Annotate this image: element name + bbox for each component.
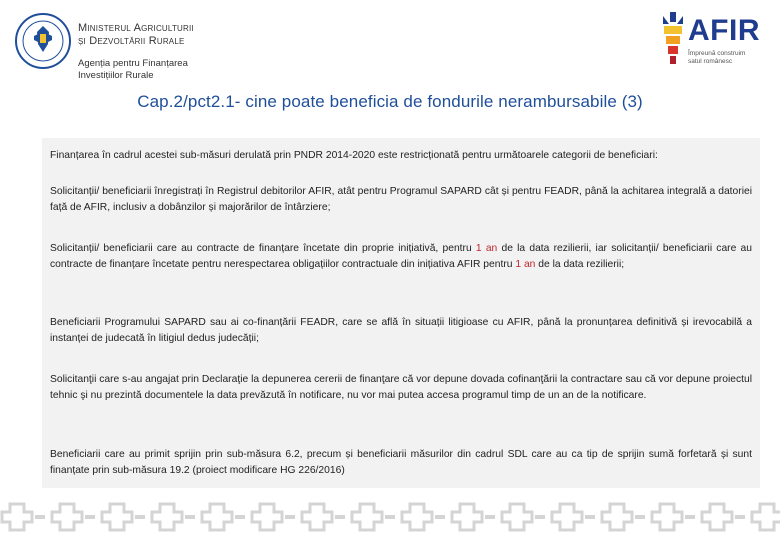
afir-tagline-line-2: satul românesc xyxy=(688,58,733,65)
government-seal-logo xyxy=(14,12,72,70)
highlight-one-year: 1 an xyxy=(475,243,498,254)
afir-wordmark: AFIR xyxy=(688,14,760,47)
paragraph-text: de la data rezilierii, iar solicitanții/ beneficiarii care au contracte de finanțare încetate pentru nerespectarea obligațiilor contractuale din inițiativa AFIR pentru xyxy=(50,243,752,270)
paragraph-intro: Finanțarea în cadrul acestei sub-măsuri derulată prin PNDR 2014-2020 este restricționată pentru următoarele categorii de beneficiari: xyxy=(50,150,658,161)
paragraph-terminated-contracts xyxy=(50,241,752,273)
decorative-footer-pattern xyxy=(0,494,780,540)
ministry-line-1: Ministerul Agriculturii xyxy=(78,22,194,34)
paragraph-litigation: Beneficiarii Programului SAPARD sau ai co-finanțării FEADR, care se află în situații litigioase cu AFIR, până la pronunțarea definitivă și irevocabilă a instanței de judecată în litigiul dedus judecății; xyxy=(50,317,752,344)
paragraph-debtors-register: Solicitanții/ beneficiarii înregistrați în Registrul debitorilor AFIR, atât pentru Programul SAPARD cât și pentru FEADR, până la achitarea integrală a datoriei față de AFIR, inclusiv a dobânzilor și majorărilor de întârziere; xyxy=(50,186,752,213)
slide-header xyxy=(0,0,780,90)
ministry-name xyxy=(78,22,194,48)
agency-name xyxy=(78,58,188,82)
agency-line-1: Agenția pentru Finanțarea xyxy=(78,58,188,69)
agency-line-2: Investițiilor Rurale xyxy=(78,70,154,81)
slide-title: Cap.2/pct2.1- cine poate beneficia de fondurile nerambursabile (3) xyxy=(137,92,643,111)
paragraph-text: Solicitanții/ beneficiarii care au contracte de finanțare încetate din proprie inițiativă, pentru xyxy=(50,243,476,254)
afir-logo xyxy=(660,10,760,72)
afir-tagline xyxy=(688,50,760,66)
highlight-one-year: 1 an xyxy=(515,259,536,270)
paragraph-text: de la data rezilierii; xyxy=(535,259,625,270)
afir-tagline-line-1: Împreună construim xyxy=(688,50,746,57)
paragraph-cofinancing-declaration: Solicitanţii care s-au angajat prin Declaraţie la depunerea cererii de finanţare că vor depune dovada cofinanţării la contractare sau că vor depune proiectul tehnic şi nu prezintă documentele la data prevăzută în notificare, nu vor mai putea accesa programul timp de un an de la notificare. xyxy=(50,374,752,401)
paragraph-submeasure-beneficiaries: Beneficiarii care au primit sprijin prin sub-măsura 6.2, precum și beneficiarii măsurilor din cadrul SDL care au ca tip de sprijin sumă forfetară și sunt finanțate prin sub-măsura 19.2 (proiect modificare HG 226/2016) xyxy=(50,449,752,476)
content-panel xyxy=(42,138,760,488)
afir-emblem-icon xyxy=(660,10,686,70)
ministry-line-2: și Dezvoltării Rurale xyxy=(78,35,185,47)
